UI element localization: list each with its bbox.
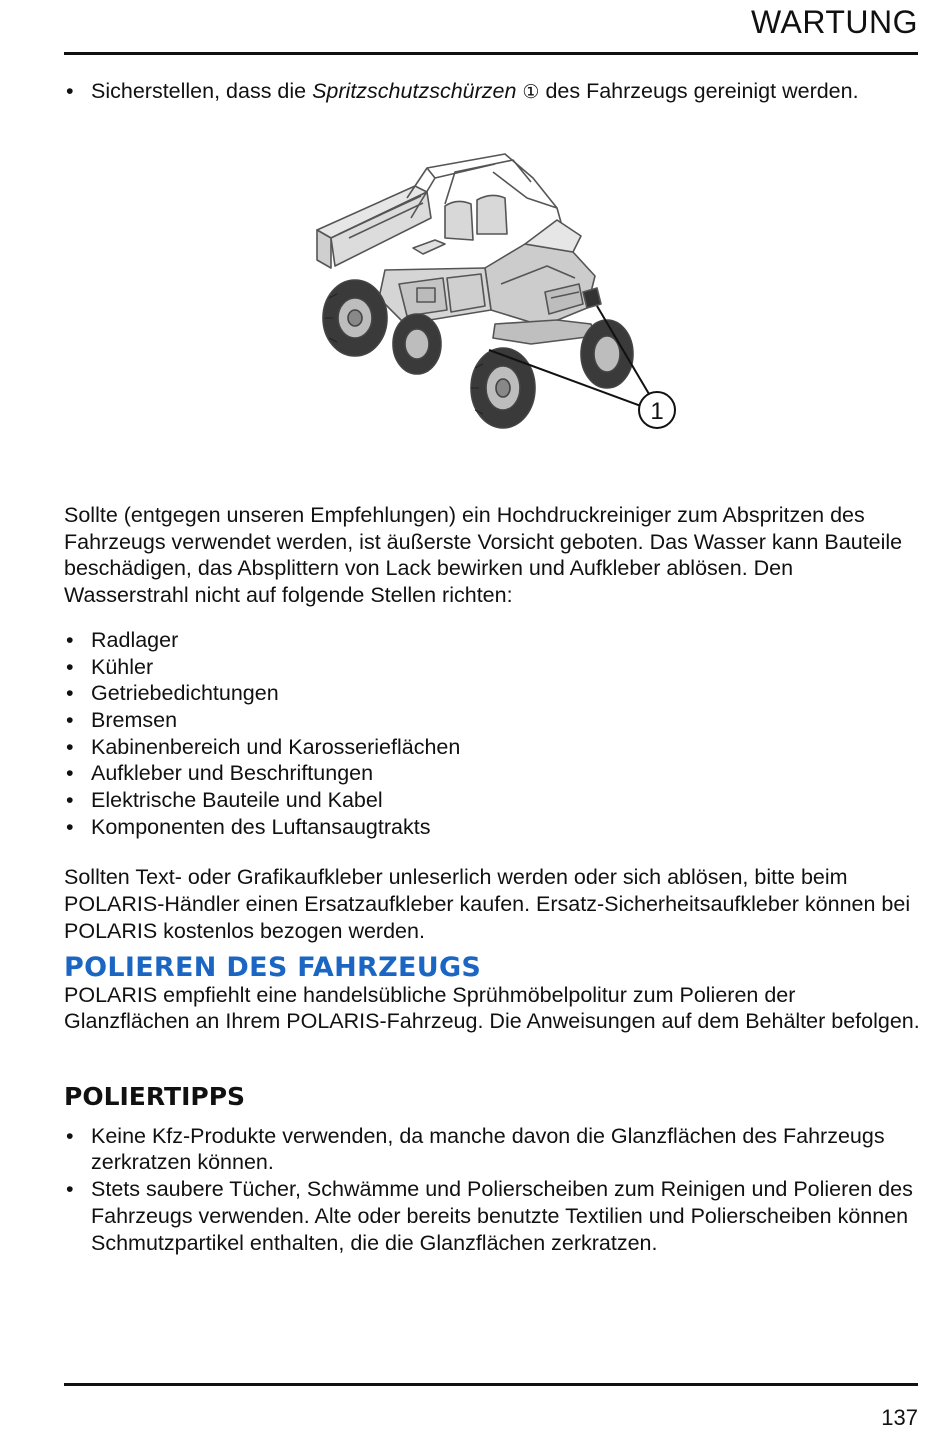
list-item: • Bremsen [64,707,920,734]
pressure-washer-section [64,502,920,945]
callout-marker: ① [522,81,540,103]
footer-rule [64,1383,918,1386]
list-item: • Radlager [64,627,920,654]
header-rule [64,52,918,55]
page-number: 137 [881,1405,918,1430]
intro-text-after: des Fahrzeugs gereinigt werden. [539,79,859,103]
list-item: • Komponenten des Luftansaugtrakts [64,814,920,841]
tips-heading: POLIERTIPPS [64,1082,246,1111]
polish-paragraph: POLARIS empfiehlt eine handelsübliche Sprühmöbelpolitur zum Polieren der Glanzflächen an Ihrem POLARIS-Fahrzeug. Die Anweisungen auf dem Behälter befolgen. [64,982,920,1034]
tips-section [64,1084,920,1256]
list-item: • Kabinenbereich und Karosserieflächen [64,734,920,761]
list-item: • Elektrische Bauteile und Kabel [64,787,920,814]
intro-bullet [64,78,920,106]
pressure-washer-paragraph: Sollte (entgegen unseren Empfehlungen) ein Hochdruckreiniger zum Abspritzen des Fahrzeugs verwendet werden, ist äußerste Vorsicht geboten. Das Wasser kann Bauteile beschädigen, das Absplittern von Lack bewirken und Aufkleber ablösen. Den Wasserstrahl nicht auf folgende Stellen richten: [64,503,903,608]
polish-section [64,952,920,1035]
intro-section [64,78,920,106]
tips-list [64,1123,920,1257]
page-header-title: WARTUNG [750,4,918,40]
decals-paragraph: Sollten Text- oder Grafikaufkleber unleserlich werden oder sich ablösen, bitte beim POLARIS-Händler einen Ersatzaufkleber kaufen. Ersatz-Sicherheitsaufkleber können bei POLARIS kostenlos bezogen werden. [64,865,911,943]
list-item: • Keine Kfz-Produkte verwenden, da manche davon die Glanzflächen des Fahrzeugs zerkratzen können. [64,1123,920,1176]
polish-heading: POLIEREN DES FAHRZEUGS [64,952,482,983]
list-item: • Aufkleber und Beschriftungen [64,760,920,787]
intro-text-before: Sicherstellen, dass die [91,79,313,103]
intro-italic-term: Spritzschutzschürzen [312,79,517,103]
intro-bullet-list [64,78,920,106]
list-item: • Stets saubere Tücher, Schwämme und Polierscheiben zum Reinigen und Polieren des Fahrzeugs verwenden. Alte oder bereits benutzte Textilien und Polierscheiben können Schmutzpartikel enthalten, die die Glanzflächen zerkratzen. [64,1176,920,1256]
vehicle-illustration [295,148,695,448]
list-item: • Kühler [64,654,920,681]
list-item: • Getriebedichtungen [64,680,920,707]
utv-drawing [295,148,695,448]
figure-callout-label: 1 [650,398,664,425]
avoid-list [64,627,920,841]
